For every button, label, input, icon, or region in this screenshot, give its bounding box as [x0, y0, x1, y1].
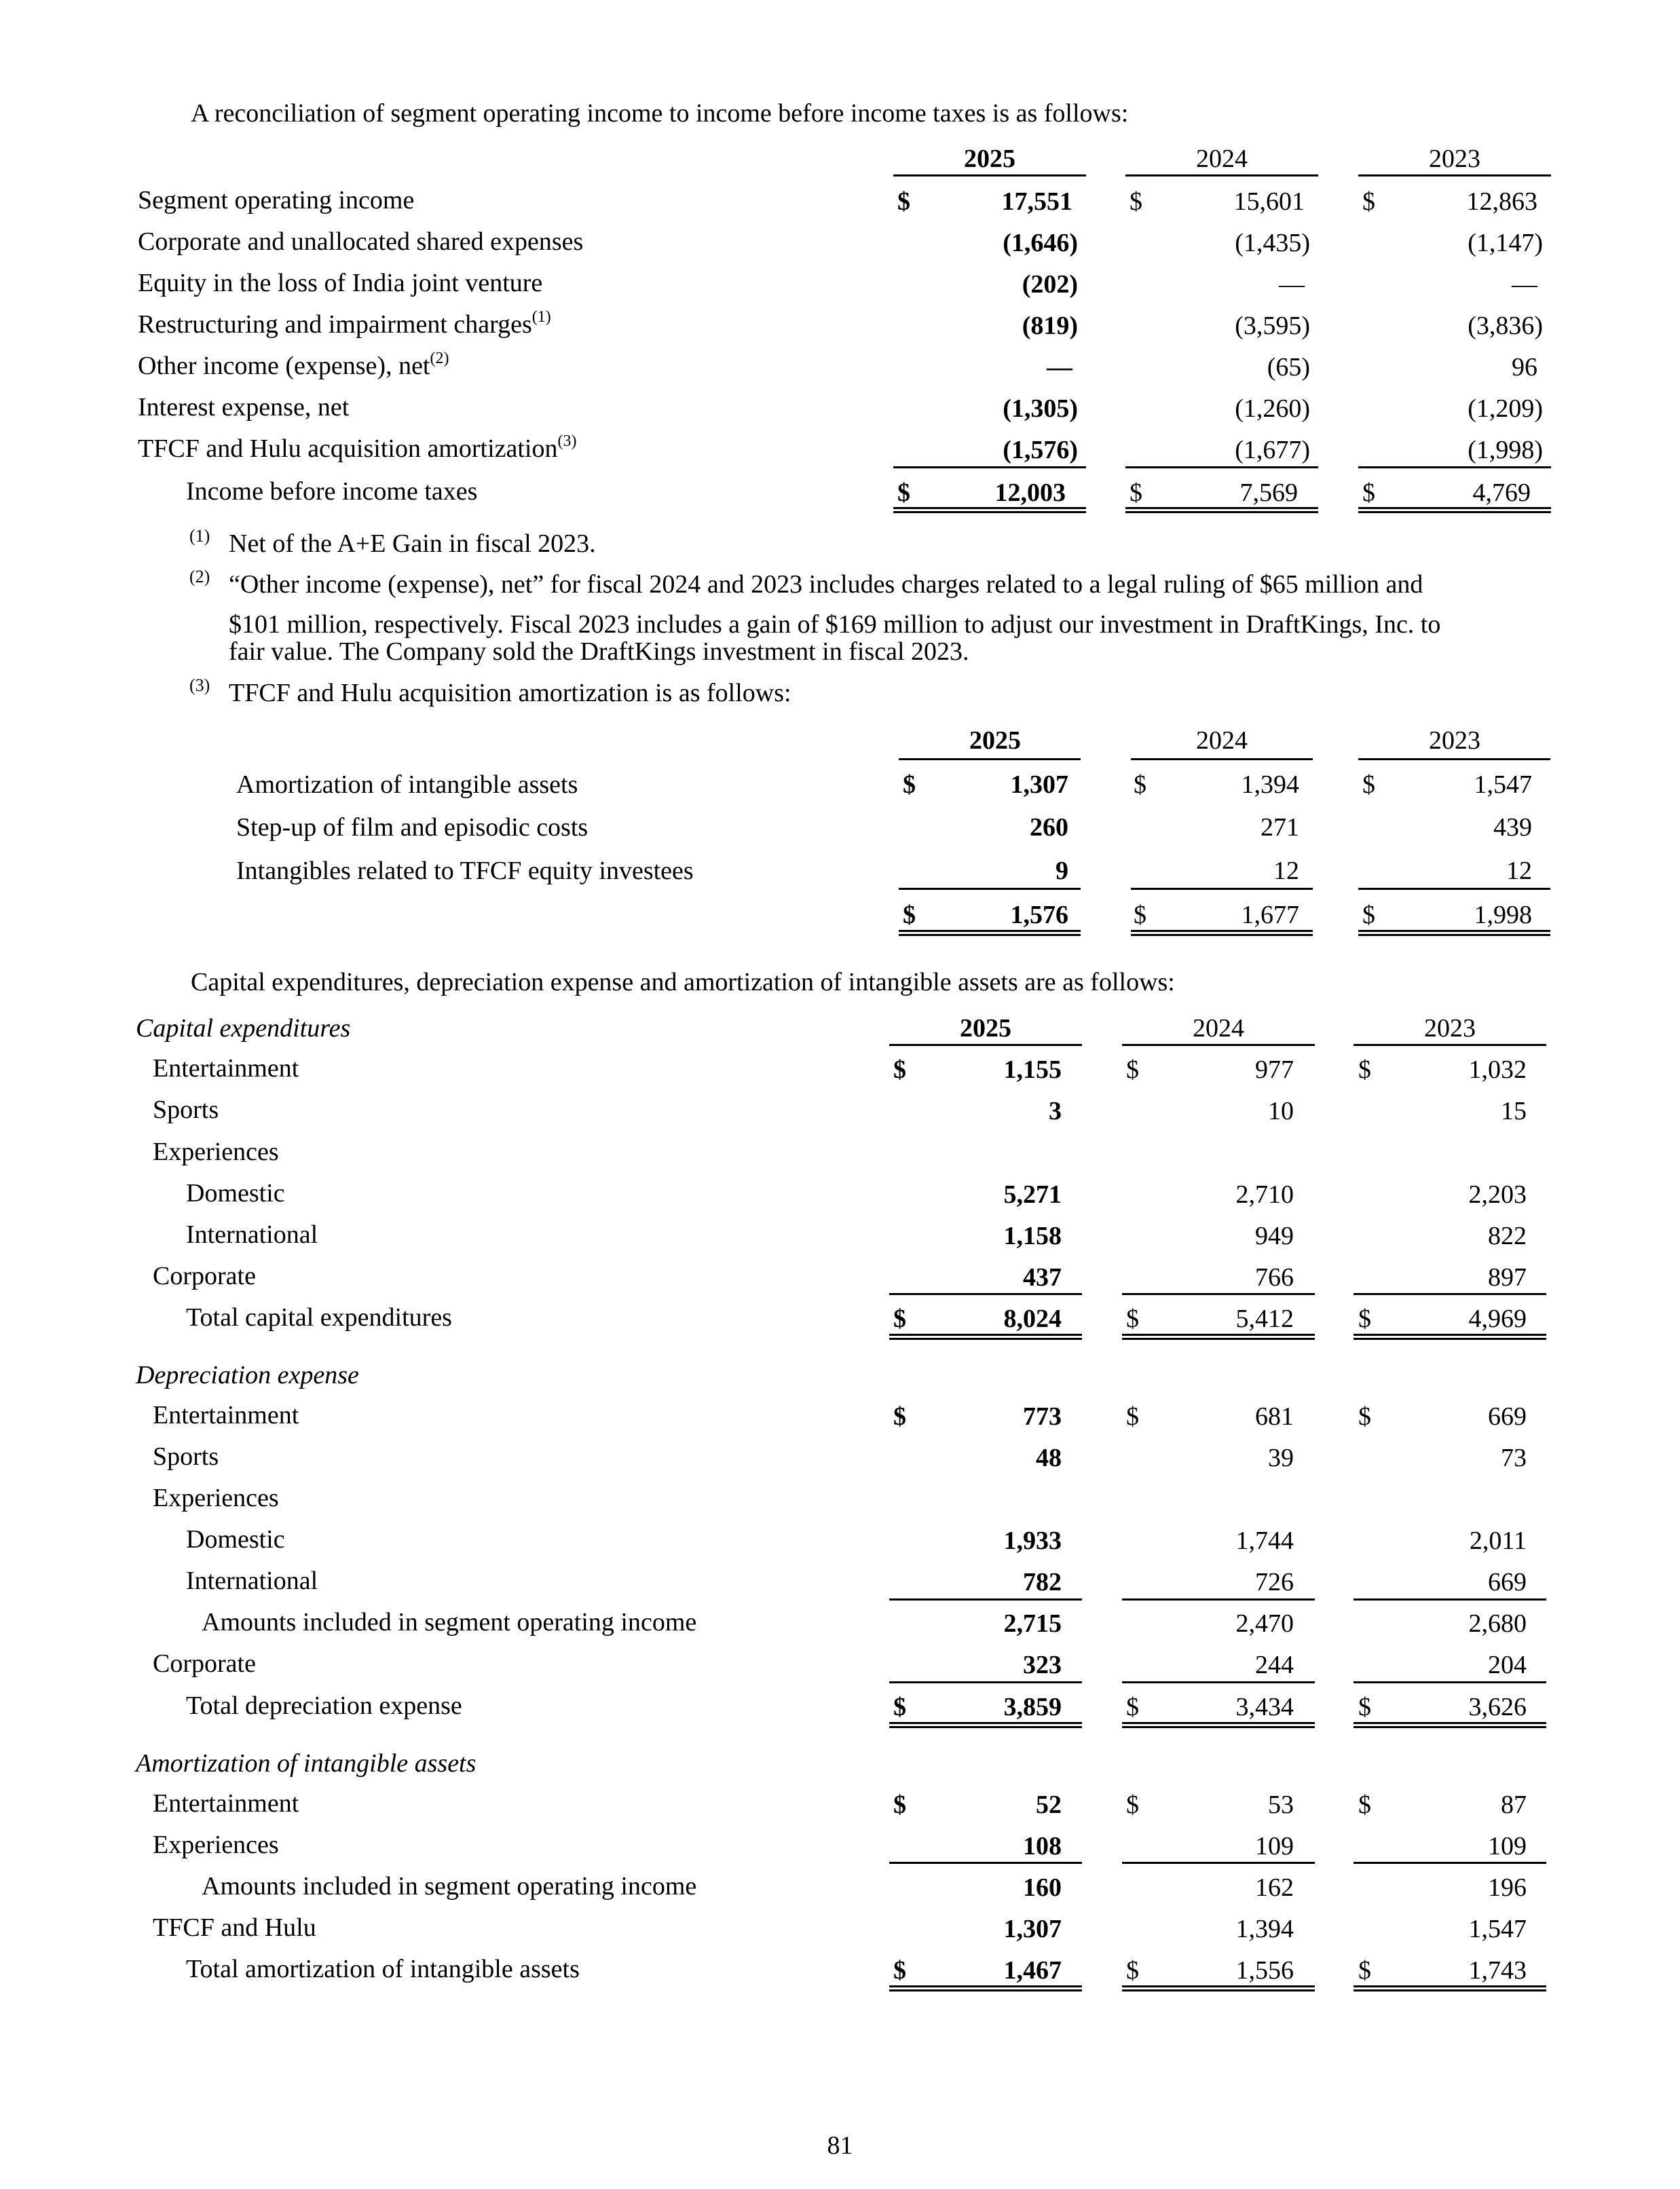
recon-value-2025: —: [1047, 353, 1072, 381]
recon-value-2024: (3,595): [1235, 312, 1310, 340]
capex-value-2025: 5,271: [1003, 1180, 1062, 1209]
depr-total-label: Total depreciation expense: [186, 1691, 462, 1720]
amort-value-2023: 87: [1501, 1791, 1527, 1819]
capex-value-2024: 766: [1255, 1263, 1294, 1292]
dollar-sign: $: [1358, 1055, 1371, 1084]
depr-value-2024: 681: [1255, 1402, 1294, 1431]
footnote-ref: (3): [557, 432, 577, 450]
recon-row-label: Restructuring and impairment charges$^{(1)}$: [138, 308, 551, 339]
dollar-sign: $: [1126, 1055, 1139, 1084]
recon-value-2024: (1,677): [1235, 436, 1310, 464]
subtotal-rule: [1122, 1598, 1315, 1601]
dollar-sign: $: [893, 1956, 906, 1985]
dollar-sign: $: [1126, 1402, 1139, 1431]
dollar-sign: $: [1362, 901, 1375, 929]
depr-value-2025: 773: [1023, 1402, 1062, 1431]
intro-capex: Capital expenditures, depreciation expense and amortization of intangible assets are as follows:: [191, 968, 1175, 996]
capex-value-2024: 977: [1255, 1055, 1294, 1084]
dollar-sign: $: [1126, 1305, 1139, 1333]
amort-value-2023: 109: [1488, 1832, 1527, 1860]
recon-header-rule: [893, 174, 1086, 176]
depr-value-2023: 669: [1488, 1568, 1527, 1596]
capex-value-2025: 437: [1023, 1263, 1062, 1292]
recon-year-2024: 2024: [1196, 145, 1248, 173]
amort-row-label: Amounts included in segment operating income: [202, 1872, 697, 1901]
detail-year-2025: 2025: [969, 726, 1021, 755]
detail-row-label: Intangibles related to TFCF equity investees: [236, 857, 694, 885]
depr-value-2024: 1,744: [1235, 1527, 1294, 1555]
dollar-sign: $: [897, 479, 910, 507]
amort-value-2025: 52: [1036, 1791, 1062, 1819]
recon-value-2025: (819): [1022, 312, 1078, 340]
total-double-rule: [1358, 930, 1550, 936]
dollar-sign: $: [1362, 479, 1375, 507]
dollar-sign: $: [903, 901, 916, 929]
page-number: 81: [827, 2131, 853, 2160]
footnote-ref: (2): [430, 350, 449, 367]
depr-value-2025: 323: [1023, 1651, 1062, 1679]
detail-row-label: Amortization of intangible assets: [236, 770, 578, 799]
dollar-sign: $: [1126, 1956, 1139, 1985]
recon-value-2025: (1,576): [1003, 436, 1078, 464]
capex-value-2023: 2,203: [1468, 1180, 1527, 1209]
recon-value-2024: (1,435): [1235, 229, 1310, 257]
recon-header-rule: [1358, 174, 1551, 176]
depr-value-2025: 1,933: [1003, 1527, 1062, 1555]
capex-total-label: Total capital expenditures: [186, 1303, 452, 1332]
subtotal-rule: [893, 466, 1086, 468]
capex-value-2024: 949: [1255, 1222, 1294, 1250]
dollar-sign: $: [1362, 770, 1375, 799]
depr-row-label: Sports: [153, 1442, 219, 1471]
footnote-mark: (1): [189, 526, 210, 546]
capex-value-2023: 1,032: [1468, 1055, 1527, 1084]
total-double-rule: [1122, 1334, 1315, 1340]
depr-value-2025: 2,715: [1003, 1609, 1062, 1638]
capex-value-2025: 1,158: [1003, 1222, 1062, 1250]
footnote-text: Net of the A+E Gain in fiscal 2023.: [229, 529, 596, 558]
total-double-rule: [1122, 1722, 1315, 1728]
amort-total-2025: 1,467: [1003, 1956, 1062, 1985]
recon-total-2023: 4,769: [1472, 479, 1531, 507]
subtotal-rule: [1358, 888, 1550, 890]
subtotal-rule: [1131, 888, 1313, 890]
dollar-sign: $: [1126, 1791, 1139, 1819]
capex-year-2023: 2023: [1424, 1014, 1476, 1043]
amort-value-2025: 108: [1023, 1832, 1062, 1860]
footnote-mark: (2): [189, 567, 210, 586]
amort-row-label: Experiences: [153, 1831, 279, 1859]
recon-value-2023: 12,863: [1466, 187, 1537, 216]
recon-value-2024: —: [1279, 270, 1305, 299]
recon-value-2025: (1,646): [1003, 229, 1078, 257]
amort-value-2023: 1,547: [1468, 1915, 1527, 1943]
detail-header-rule: [899, 758, 1081, 760]
capex-total-2023: 4,969: [1468, 1305, 1527, 1333]
capex-year-2024: 2024: [1193, 1014, 1244, 1043]
depr-value-2024: 2,470: [1235, 1609, 1294, 1638]
depr-value-2025: 782: [1023, 1568, 1062, 1596]
capex-total-2025: 8,024: [1003, 1305, 1062, 1333]
depr-row-label: Entertainment: [153, 1401, 299, 1429]
dollar-sign: $: [903, 770, 916, 799]
footnote-mark: (3): [189, 675, 210, 695]
detail-header-rule: [1358, 758, 1550, 760]
dollar-sign: $: [1358, 1402, 1371, 1431]
subtotal-rule: [1354, 1862, 1546, 1864]
total-double-rule: [889, 1985, 1082, 1991]
footnote-text: TFCF and Hulu acquisition amortization is as follows:: [229, 679, 791, 707]
capex-header-rule: [1122, 1044, 1315, 1046]
dollar-sign: $: [1358, 1791, 1371, 1819]
recon-value-2024: (65): [1267, 353, 1310, 381]
capex-row-label: Sports: [153, 1096, 219, 1124]
capex-total-2024: 5,412: [1235, 1305, 1294, 1333]
detail-total-2025: 1,576: [1010, 901, 1068, 929]
recon-value-2023: (1,147): [1468, 229, 1543, 257]
dollar-sign: $: [897, 187, 910, 216]
total-double-rule: [893, 507, 1086, 513]
subtotal-rule: [1354, 1598, 1546, 1601]
total-double-rule: [1131, 930, 1313, 936]
dollar-sign: $: [893, 1305, 906, 1333]
subtotal-rule: [1122, 1293, 1315, 1295]
capex-value-2024: 10: [1268, 1097, 1294, 1125]
recon-row-label: Interest expense, net: [138, 393, 350, 422]
amort-value-2023: 196: [1488, 1873, 1527, 1902]
amort-total-2023: 1,743: [1468, 1956, 1527, 1985]
recon-value-2025: (202): [1022, 270, 1078, 299]
recon-value-2023: (1,998): [1468, 436, 1543, 464]
subtotal-rule: [1354, 1293, 1546, 1295]
amort-value-2024: 53: [1268, 1791, 1294, 1819]
detail-value-2024: 12: [1273, 857, 1299, 885]
section-heading-amortization: Amortization of intangible assets: [136, 1749, 477, 1778]
recon-row-label: Segment operating income: [138, 186, 415, 214]
dollar-sign: $: [1362, 187, 1375, 216]
depr-value-2023: 669: [1488, 1402, 1527, 1431]
recon-value-2023: 96: [1512, 353, 1537, 381]
dollar-sign: $: [893, 1055, 906, 1084]
depr-total-2023: 3,626: [1468, 1693, 1527, 1721]
capex-header-rule: [889, 1044, 1082, 1046]
total-double-rule: [1354, 1985, 1546, 1991]
capex-row-label: Experiences: [153, 1138, 279, 1166]
subtotal-rule: [889, 1293, 1082, 1295]
subtotal-rule: [889, 1598, 1082, 1601]
section-heading-capex: Capital expenditures: [136, 1014, 351, 1043]
capex-year-2025: 2025: [960, 1014, 1011, 1043]
dollar-sign: $: [1358, 1956, 1371, 1985]
depr-value-2023: 73: [1501, 1444, 1527, 1472]
subtotal-rule: [1122, 1862, 1315, 1864]
footnote-ref: (1): [531, 308, 551, 326]
amort-value-2024: 1,394: [1235, 1915, 1294, 1943]
depr-value-2024: 244: [1255, 1651, 1294, 1679]
depr-value-2025: 48: [1036, 1444, 1062, 1472]
amort-row-label: TFCF and Hulu: [153, 1913, 316, 1942]
recon-total-2024: 7,569: [1239, 479, 1298, 507]
detail-header-rule: [1131, 758, 1313, 760]
dollar-sign: $: [1134, 770, 1146, 799]
detail-value-2025: 9: [1056, 857, 1068, 885]
depr-total-2024: 3,434: [1235, 1693, 1294, 1721]
total-double-rule: [899, 930, 1081, 936]
intro-reconciliation: A reconciliation of segment operating income to income before income taxes is as follows:: [191, 99, 1129, 128]
depr-value-2023: 2,680: [1468, 1609, 1527, 1638]
dollar-sign: $: [893, 1402, 906, 1431]
recon-value-2023: (1,209): [1468, 394, 1543, 423]
capex-row-label: Entertainment: [153, 1054, 299, 1083]
subtotal-rule: [889, 1681, 1082, 1683]
depr-value-2023: 204: [1488, 1651, 1527, 1679]
depr-row-label: Amounts included in segment operating income: [202, 1608, 697, 1636]
dollar-sign: $: [1126, 1693, 1139, 1721]
capex-header-rule: [1354, 1044, 1546, 1046]
capex-value-2023: 15: [1501, 1097, 1527, 1125]
capex-value-2023: 822: [1488, 1222, 1527, 1250]
section-heading-depreciation: Depreciation expense: [136, 1361, 359, 1389]
detail-year-2024: 2024: [1196, 726, 1248, 755]
total-double-rule: [1354, 1334, 1546, 1340]
detail-value-2023: 1,547: [1474, 770, 1532, 799]
capex-value-2024: 2,710: [1235, 1180, 1294, 1209]
detail-row-label: Step-up of film and episodic costs: [236, 813, 589, 842]
recon-row-label: Equity in the loss of India joint venture: [138, 269, 543, 297]
detail-total-2024: 1,677: [1241, 901, 1299, 929]
recon-row-label: Corporate and unallocated shared expenses: [138, 227, 584, 256]
subtotal-rule: [899, 888, 1081, 890]
recon-value-2023: (3,836): [1468, 312, 1543, 340]
recon-value-2023: —: [1512, 270, 1537, 299]
capex-value-2025: 3: [1049, 1097, 1062, 1125]
subtotal-rule: [1358, 466, 1551, 468]
recon-value-2025: 17,551: [1001, 187, 1072, 216]
depr-value-2024: 726: [1255, 1568, 1294, 1596]
recon-total-2025: 12,003: [994, 479, 1066, 507]
depr-row-label: Domestic: [186, 1525, 285, 1554]
capex-value-2023: 897: [1488, 1263, 1527, 1292]
subtotal-rule: [1125, 466, 1318, 468]
capex-row-label: Domestic: [186, 1179, 285, 1208]
dollar-sign: $: [893, 1791, 906, 1819]
amort-value-2024: 109: [1255, 1832, 1294, 1860]
recon-row-label: Other income (expense), net$^{(2)}$: [138, 350, 449, 380]
dollar-sign: $: [1134, 901, 1146, 929]
detail-value-2025: 260: [1030, 813, 1068, 842]
recon-total-label: Income before income taxes: [186, 477, 478, 506]
capex-row-label: International: [186, 1220, 318, 1249]
detail-value-2024: 1,394: [1241, 770, 1299, 799]
total-double-rule: [1125, 507, 1318, 513]
detail-value-2023: 439: [1493, 813, 1532, 842]
subtotal-rule: [1122, 1681, 1315, 1683]
footnote-text: “Other income (expense), net” for fiscal 2024 and 2023 includes charges related to a legal ruling of $65 million and: [229, 570, 1423, 599]
recon-row-label: TFCF and Hulu acquisition amortization$^{(3)}$: [138, 432, 577, 463]
total-double-rule: [1122, 1985, 1315, 1991]
detail-value-2025: 1,307: [1010, 770, 1068, 799]
total-double-rule: [889, 1334, 1082, 1340]
amort-value-2025: 1,307: [1003, 1915, 1062, 1943]
amort-value-2025: 160: [1023, 1873, 1062, 1902]
dollar-sign: $: [1130, 479, 1142, 507]
recon-value-2024: (1,260): [1235, 394, 1310, 423]
total-double-rule: [1354, 1722, 1546, 1728]
capex-row-label: Corporate: [153, 1262, 256, 1290]
total-double-rule: [1358, 507, 1551, 513]
amort-total-2024: 1,556: [1235, 1956, 1294, 1985]
amort-value-2024: 162: [1255, 1873, 1294, 1902]
footnote-text: $101 million, respectively. Fiscal 2023 includes a gain of $169 million to adjust our investment in DraftKings, Inc. to: [229, 610, 1441, 639]
dollar-sign: $: [893, 1693, 906, 1721]
amort-row-label: Entertainment: [153, 1789, 299, 1818]
depr-total-2025: 3,859: [1003, 1693, 1062, 1721]
recon-year-2023: 2023: [1429, 145, 1480, 173]
recon-value-2025: (1,305): [1003, 394, 1078, 423]
detail-value-2024: 271: [1261, 813, 1299, 842]
amort-total-label: Total amortization of intangible assets: [186, 1955, 580, 1983]
depr-value-2024: 39: [1268, 1444, 1294, 1472]
depr-row-label: Corporate: [153, 1649, 256, 1678]
total-double-rule: [889, 1722, 1082, 1728]
recon-year-2025: 2025: [964, 145, 1015, 173]
subtotal-rule: [1354, 1681, 1546, 1683]
detail-total-2023: 1,998: [1474, 901, 1532, 929]
recon-value-2024: 15,601: [1233, 187, 1305, 216]
depr-row-label: Experiences: [153, 1484, 279, 1512]
footnote-text: fair value. The Company sold the DraftKings investment in fiscal 2023.: [229, 637, 969, 666]
depr-row-label: International: [186, 1567, 318, 1595]
detail-value-2023: 12: [1506, 857, 1532, 885]
dollar-sign: $: [1358, 1693, 1371, 1721]
detail-year-2023: 2023: [1429, 726, 1480, 755]
recon-header-rule: [1125, 174, 1318, 176]
capex-value-2025: 1,155: [1003, 1055, 1062, 1084]
depr-value-2023: 2,011: [1469, 1527, 1527, 1555]
dollar-sign: $: [1130, 187, 1142, 216]
dollar-sign: $: [1358, 1305, 1371, 1333]
subtotal-rule: [889, 1862, 1082, 1864]
